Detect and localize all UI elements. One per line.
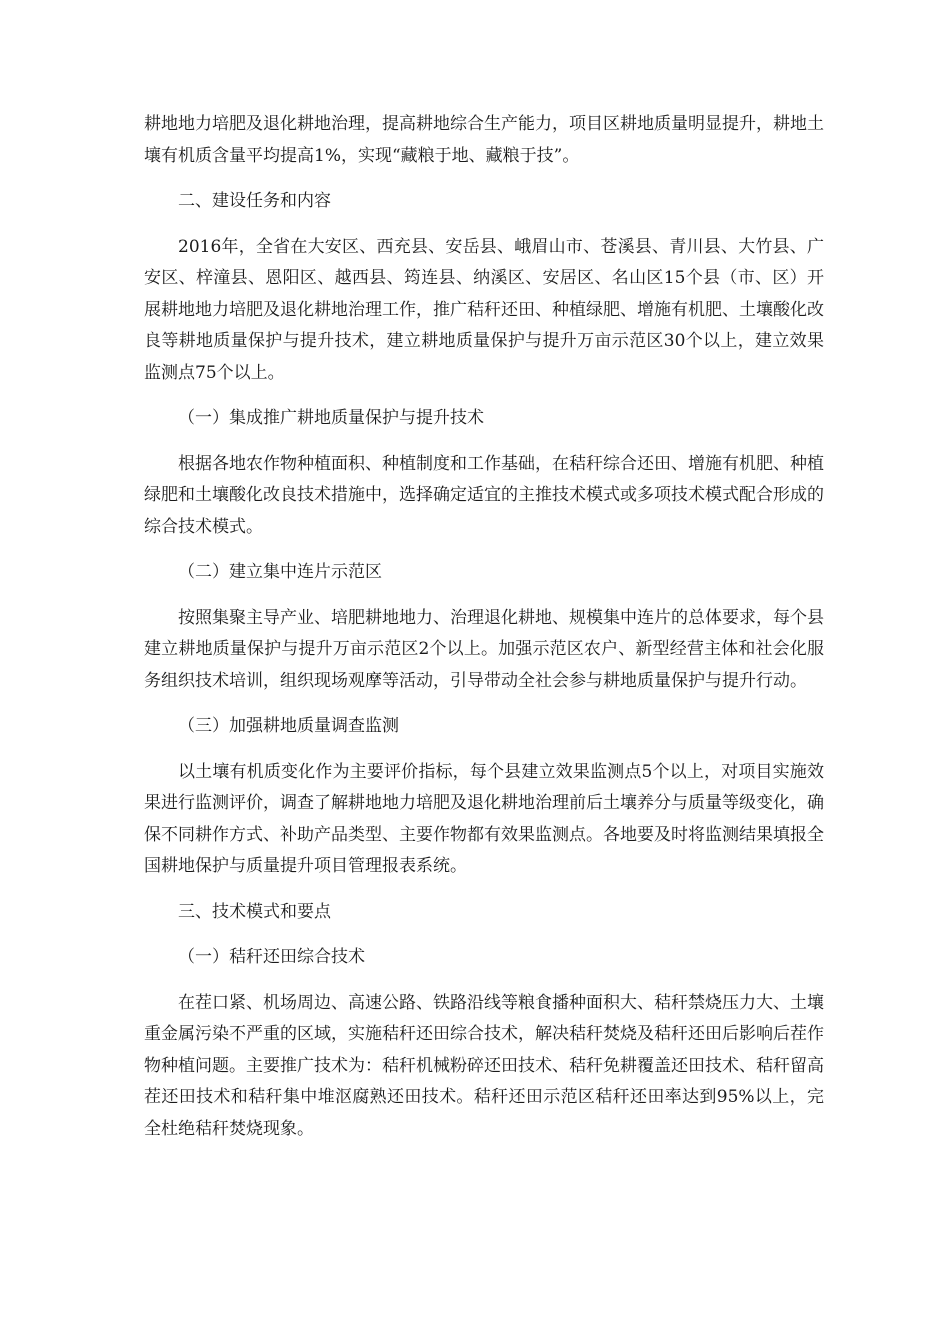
- section-heading-3: 三、技术模式和要点: [178, 901, 331, 922]
- paragraph-monitoring: 以土壤有机质变化作为主要评价指标，每个县建立效果监测点5个以上，对项目实施效果进行监测评价，调查了解耕地地力培肥及退化耕地治理前后土壤养分与质量等级变化，确保不同耕作方式、补助产品类型、主要作物都有效果监测点。各地要及时将监测结果填报全国耕地保护与质量提升项目管理报表系统。: [144, 761, 824, 876]
- subheading-2-2: （二）建立集中连片示范区: [178, 562, 382, 582]
- paragraph-straw-return: 在茬口紧、机场周边、高速公路、铁路沿线等粮食播种面积大、秸秆禁烧压力大、土壤重金属污染不严重的区域，实施秸秆还田综合技术，解决秸秆焚烧及秸秆还田后影响后茬作物种植问题。主要推广技术为：秸秆机械粉碎还田技术、秸秆免耕覆盖还田技术、秸秆留高茬还田技术和秸秆集中堆沤腐熟还田技术。秸秆还田示范区秸秆还田率达到95%以上，完全杜绝秸秆焚烧现象。: [144, 992, 824, 1139]
- subheading-3-1: （一）秸秆还田综合技术: [178, 947, 365, 967]
- paragraph-tech-promotion: 根据各地农作物种植面积、种植制度和工作基础，在秸秆综合还田、增施有机肥、种植绿肥和土壤酸化改良技术措施中，选择确定适宜的主推技术模式或多项技术模式配合形成的综合技术模式。: [144, 453, 824, 537]
- subheading-2-3: （三）加强耕地质量调查监测: [178, 716, 399, 736]
- section-heading-2: 二、建设任务和内容: [178, 191, 331, 211]
- paragraph-intro-continued: 耕地地力培肥及退化耕地治理，提高耕地综合生产能力，项目区耕地质量明显提升，耕地土壤有机质含量平均提高1%，实现“藏粮于地、藏粮于技”。: [144, 114, 824, 166]
- paragraph-tasks-overview: 2016年，全省在大安区、西充县、安岳县、峨眉山市、苍溪县、青川县、大竹县、广安区、梓潼县、恩阳区、越西县、筠连县、纳溪区、安居区、名山区15个县（市、区）开展耕地地力培肥及退化耕地治理工作，推广秸秆还田、种植绿肥、增施有机肥、土壤酸化改良等耕地质量保护与提升技术，建立耕地质量保护与提升万亩示范区30个以上，建立效果监测点75个以上。: [144, 236, 824, 383]
- paragraph-demo-zones: 按照集聚主导产业、培肥耕地地力、治理退化耕地、规模集中连片的总体要求，每个县建立耕地质量保护与提升万亩示范区2个以上。加强示范区农户、新型经营主体和社会化服务组织技术培训，组织现场观摩等活动，引导带动全社会参与耕地质量保护与提升行动。: [144, 607, 824, 691]
- subheading-2-1: （一）集成推广耕地质量保护与提升技术: [178, 408, 484, 428]
- document-body: [144, 109, 824, 1145]
